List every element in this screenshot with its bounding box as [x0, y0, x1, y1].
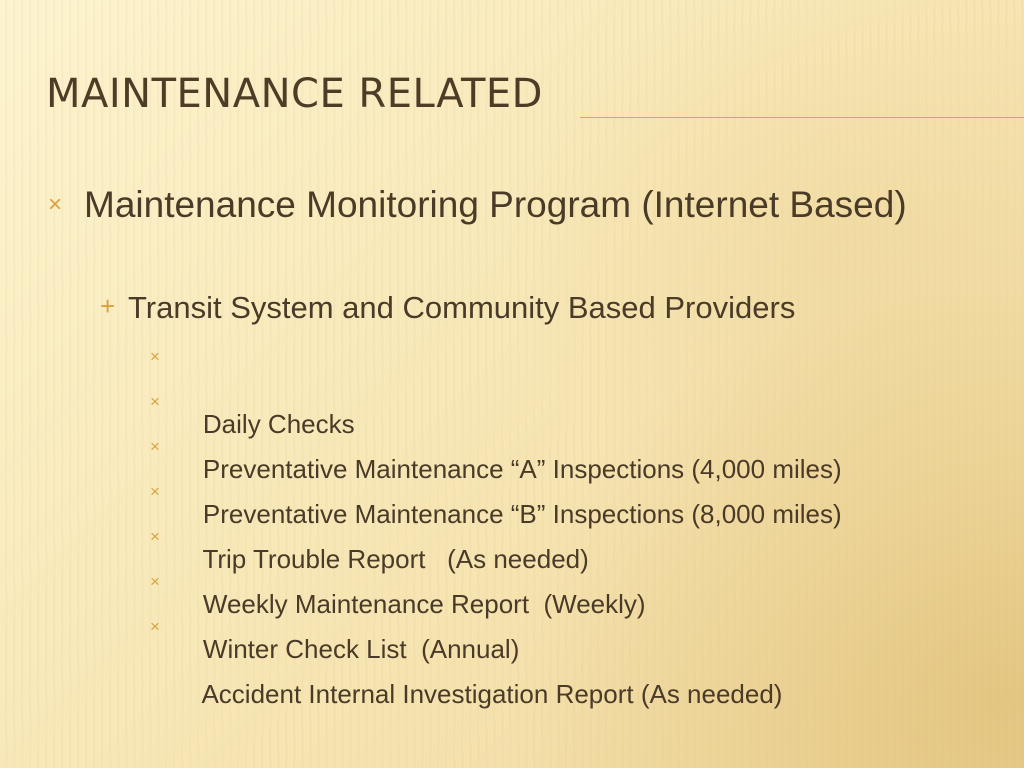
x-bullet-icon: × [150, 482, 160, 501]
x-bullet-icon: × [150, 527, 160, 546]
slide-title: MAINTENANCE RELATED [46, 71, 543, 117]
bullet-level1-text: Maintenance Monitoring Program (Internet Based) [84, 184, 907, 225]
bullet-level3-text: Preventative Maintenance “A” Inspections (4,000 miles) [202, 454, 842, 484]
x-bullet-icon: × [150, 437, 160, 456]
bullet-level3-text: Weekly Maintenance Report (Weekly) [202, 589, 646, 619]
bullet-level2-item [100, 288, 796, 328]
title-underline-rule [580, 117, 1024, 118]
bullet-level1-item [48, 182, 924, 228]
bullet-level3-text: Accident Internal Investigation Report (As needed) [201, 679, 783, 709]
bullet-level3-text: Daily Checks [202, 409, 355, 439]
x-bullet-icon: × [150, 617, 160, 636]
bullet-level3-text: Winter Check List (Annual) [202, 634, 520, 664]
x-bullet-icon: × [48, 191, 63, 218]
bullet-level3-text: Trip Trouble Report (As needed) [202, 544, 589, 574]
bullet-level3-text: Preventative Maintenance “B” Inspections (8,000 miles) [202, 499, 842, 529]
bullet-level3-item [150, 609, 783, 745]
x-bullet-icon: × [150, 347, 160, 366]
bullet-level2-text: Transit System and Community Based Providers [128, 290, 796, 325]
x-bullet-icon: × [150, 572, 160, 591]
x-bullet-icon: × [150, 392, 160, 411]
plus-bullet-icon: + [100, 291, 116, 321]
